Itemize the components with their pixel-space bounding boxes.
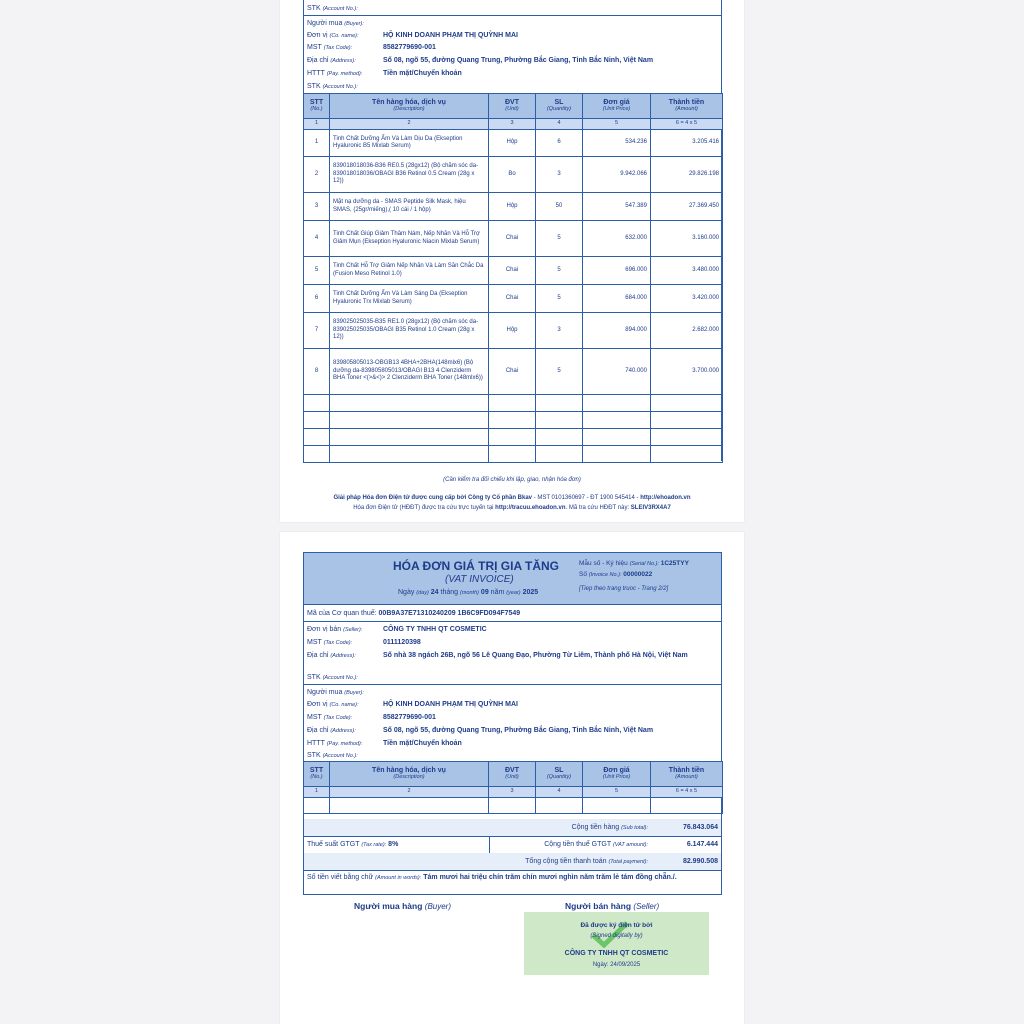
row-no: 4 — [304, 221, 330, 257]
seller-account-row: STK (Account No.): — [307, 5, 358, 12]
row-description: 839805805013-OBGB13 4BHA+2BHA(148mlx6) (Bộ dưỡng da-839805805013/OBAGI B13 4 Clenziderm BHA Toner <(>&<)> 2 Clenziderm BHA Toner (148mlx6)) — [330, 349, 489, 395]
items-table — [303, 93, 723, 463]
col-stt-2: STT (No.) — [304, 762, 330, 787]
digital-signature-box — [524, 912, 709, 975]
buyer-pay-label: HTTT (Pay. method): — [307, 70, 363, 77]
row-qty: 5 — [536, 285, 583, 313]
row-unit: Chai — [489, 221, 536, 257]
invoice-subtitle: (VAT INVOICE) — [445, 574, 514, 585]
lookup-link[interactable]: http://tracuu.ehoadon.vn — [495, 505, 566, 511]
column-number-row-2: 1 2 3 4 5 6 = 4 x 5 — [304, 787, 723, 798]
row-unit: Hộp — [489, 130, 536, 157]
signed-company: CÔNG TY TNHH QT COSMETIC — [564, 950, 669, 957]
seller-label: Đơn vị bán (Seller): — [307, 626, 363, 633]
signed-date: Ngày: 24/09/2025 — [592, 962, 641, 968]
buyer-account-row: STK (Account No.): — [307, 83, 358, 90]
row-no: 2 — [304, 157, 330, 193]
table-row-empty — [304, 412, 723, 429]
row-unit-price: 696.000 — [583, 257, 651, 285]
buyer-pay-method: Tiền mặt/Chuyển khoản — [383, 70, 462, 77]
col-price: Đơn giá (Unit Price) — [583, 94, 651, 119]
row-unit-price: 534.236 — [583, 130, 651, 157]
tax-row: Thuế suất GTGT (Tax rate): 8% Cộng tiền thuế GTGT (VAT amount): 6.147.444 — [304, 836, 721, 853]
invoice-header — [304, 553, 721, 604]
subtotal-value: 76.843.064 — [682, 824, 718, 831]
row-amount: 2.682.000 — [651, 313, 723, 349]
provider-link[interactable]: http://ehoadon.vn — [640, 495, 691, 501]
amount-in-words: Số tiền viết bằng chữ (Amount in words): Tám mươi hai triệu chín trăm chín mươi nghìn năm trăm lẻ tám đồng chẵn./. — [307, 874, 677, 881]
row-qty: 3 — [536, 313, 583, 349]
check-note: (Cần kiểm tra đối chiếu khi lập, giao, nhận hóa đơn) — [443, 477, 581, 483]
row-qty: 3 — [536, 157, 583, 193]
vat-value: 6.147.444 — [686, 841, 718, 848]
total-value: 82.990.508 — [682, 858, 718, 865]
table-row-empty — [304, 798, 723, 814]
signed-line: Đã được ký điện tử bởi — [580, 922, 653, 929]
buyer-name-label-2: Đơn vị (Co. name): — [307, 701, 359, 708]
row-unit: Bo — [489, 157, 536, 193]
row-amount: 3.480.000 — [651, 257, 723, 285]
buyer-tax-code-2: 8582779690-001 — [383, 714, 436, 721]
row-description: Tinh Chất Hỗ Trợ Giảm Nếp Nhăn Và Làm Săn Chắc Da (Fusion Meso Retinol 1.0) — [330, 257, 489, 285]
buyer-pay-label-2: HTTT (Pay. method): — [307, 740, 363, 747]
serial-row: Mẫu số - Ký hiệu (Serial No.): 1C25TYY — [579, 560, 689, 567]
invoice-frame-2 — [303, 552, 722, 895]
subtotal-row: Cộng tiền hàng (Sub total): 76.843.064 — [304, 819, 721, 836]
buyer-name-label: Đơn vị (Co. name): — [307, 32, 359, 39]
row-unit-price: 684.000 — [583, 285, 651, 313]
row-qty: 5 — [536, 257, 583, 285]
lookup-code: SLEIV3RX4A7 — [630, 505, 671, 511]
row-amount: 29.826.198 — [651, 157, 723, 193]
table-row — [304, 193, 723, 221]
seller-name: CÔNG TY TNHH QT COSMETIC — [383, 626, 487, 633]
row-unit-price: 9.942.066 — [583, 157, 651, 193]
row-qty: 50 — [536, 193, 583, 221]
buyer-address-2: Số 08, ngõ 55, đường Quang Trung, Phường Bắc Giang, Tỉnh Bắc Ninh, Việt Nam — [383, 727, 654, 734]
row-description: 839025025035-B35 RE1.0 (28gx12) (Bộ chăm sóc da-839025025035/OBAGI B35 Retinol 1.0 Cream (28g x 12)) — [330, 313, 489, 349]
row-unit: Hộp — [489, 313, 536, 349]
seller-account-row: STK (Account No.): — [307, 674, 358, 681]
buyer-heading-2: Người mua (Buyer): — [307, 689, 364, 696]
provider-line: Giải pháp Hóa đơn Điện tử được cung cấp bởi Công ty Cổ phần Bkav - MST 0101360697 - ĐT 1900 545414 - http://ehoadon.vn — [333, 495, 691, 501]
row-unit-price: 632.000 — [583, 221, 651, 257]
row-description: Tinh Chất Giúp Giảm Thâm Nám, Nếp Nhăn Và Hỗ Trợ Giảm Mụn (Ekseption Hyaluronic Niacin Mixlab Serum) — [330, 221, 489, 257]
table-row — [304, 257, 723, 285]
row-no: 7 — [304, 313, 330, 349]
col-unit-2: ĐVT (Unit) — [489, 762, 536, 787]
seller-address: Số nhà 38 ngách 26B, ngõ 56 Lê Quang Đạo, Phường Từ Liêm, Thành phố Hà Nội, Việt Nam — [383, 652, 688, 659]
col-qty: SL (Quantity) — [536, 94, 583, 119]
row-unit: Chai — [489, 285, 536, 313]
buyer-signature-label: Người mua hàng (Buyer) — [354, 901, 452, 911]
row-description: Tinh Chất Dưỡng Ẩm Và Làm Sáng Da (Ekseption Hyaluronic Trx Mixlab Serum) — [330, 285, 489, 313]
table-row-empty — [304, 395, 723, 412]
col-unit: ĐVT (Unit) — [489, 94, 536, 119]
invoice-number-row: Số (Invoice No.): 00000022 — [579, 571, 653, 578]
seller-address-label: Địa chỉ (Address): — [307, 652, 356, 659]
table-row — [304, 221, 723, 257]
items-table-2 — [303, 761, 723, 814]
table-row-empty — [304, 429, 723, 446]
row-description: Mặt nạ dưỡng da - SMAS Peptide Silk Mask, hiệu SMAS, (25gr/miếng),( 10 cái / 1 hộp) — [330, 193, 489, 221]
tax-authority-row: Mã của Cơ quan thuế: 00B9A37E71310240209 1B6C9FD094F7549 — [307, 610, 521, 617]
row-unit-price: 547.389 — [583, 193, 651, 221]
table-row — [304, 313, 723, 349]
col-amount-2: Thành tiền (Amount) — [651, 762, 723, 787]
row-qty: 5 — [536, 221, 583, 257]
buyer-name-2: HỘ KINH DOANH PHẠM THỊ QUỲNH MAI — [383, 701, 518, 708]
row-unit-price: 740.000 — [583, 349, 651, 395]
table-row — [304, 285, 723, 313]
seller-signature-label: Người bán hàng (Seller) — [565, 901, 660, 911]
seller-tax-label: MST (Tax Code): — [307, 639, 353, 646]
row-amount: 3.700.000 — [651, 349, 723, 395]
invoice-page-2 — [280, 532, 744, 1024]
buyer-address-label-2: Địa chỉ (Address): — [307, 727, 356, 734]
invoice-page-1 — [280, 0, 744, 522]
table-row — [304, 130, 723, 157]
row-amount: 3.205.416 — [651, 130, 723, 157]
seller-tax-code: 0111120398 — [383, 639, 421, 646]
buyer-address: Số 08, ngõ 55, đường Quang Trung, Phường Bắc Giang, Tỉnh Bắc Ninh, Việt Nam — [383, 57, 654, 64]
col-stt: STT (No.) — [304, 94, 330, 119]
row-no: 8 — [304, 349, 330, 395]
buyer-pay-method-2: Tiền mặt/Chuyển khoản — [383, 740, 462, 747]
row-no: 5 — [304, 257, 330, 285]
col-desc-2: Tên hàng hóa, dịch vụ (Description) — [330, 762, 489, 787]
row-qty: 5 — [536, 349, 583, 395]
buyer-account-row-2: STK (Account No.): — [307, 752, 358, 759]
tax-rate-value: 8% — [388, 841, 399, 848]
total-row: Tổng cộng tiền thanh toán (Total payment): 82.990.508 — [304, 853, 721, 870]
row-unit: Hộp — [489, 193, 536, 221]
row-amount: 3.160.000 — [651, 221, 723, 257]
table-row — [304, 157, 723, 193]
col-price-2: Đơn giá (Unit Price) — [583, 762, 651, 787]
buyer-tax-code: 8582779690-001 — [383, 44, 436, 51]
buyer-name: HỘ KINH DOANH PHẠM THỊ QUỲNH MAI — [383, 32, 518, 39]
row-no: 1 — [304, 130, 330, 157]
row-qty: 6 — [536, 130, 583, 157]
invoice-title: HÓA ĐƠN GIÁ TRỊ GIA TĂNG — [393, 559, 560, 573]
continued-note: [Tiep theo trang truoc - Trang 2/2] — [579, 586, 669, 592]
lookup-line: Hóa đơn Điện tử (HĐĐT) được tra cứu trực tuyến tại http://tracuu.ehoadon.vn. Mã tra cứu HĐĐT này: SLEIV3RX4A7 — [353, 505, 671, 511]
row-no: 3 — [304, 193, 330, 221]
row-amount: 27.369.450 — [651, 193, 723, 221]
buyer-tax-label: MST (Tax Code): — [307, 44, 353, 51]
row-description: 839018018036-B36 RE0.5 (28gx12) (Bộ chăm sóc da-839018018036/OBAGI B36 Retinol 0.5 Cream (28g x 12)) — [330, 157, 489, 193]
buyer-heading: Người mua (Buyer): — [307, 20, 364, 27]
row-unit: Chai — [489, 257, 536, 285]
row-unit-price: 894.000 — [583, 313, 651, 349]
row-description: Tinh Chất Dưỡng Ẩm Và Làm Dịu Da (Ekseption Hyaluronic B5 Mixlab Serum) — [330, 130, 489, 157]
col-desc: Tên hàng hóa, dịch vụ (Description) — [330, 94, 489, 119]
row-unit: Chai — [489, 349, 536, 395]
col-amount: Thành tiền (Amount) — [651, 94, 723, 119]
table-row — [304, 349, 723, 395]
signed-en: (Signed digitally by) — [590, 933, 643, 939]
column-number-row: 1 2 3 4 5 6 = 4 x 5 — [304, 119, 723, 130]
buyer-tax-label-2: MST (Tax Code): — [307, 714, 353, 721]
row-no: 6 — [304, 285, 330, 313]
invoice-date: Ngày (day) 24 tháng (month) 09 năm (year) 2025 — [398, 589, 539, 596]
table-row-empty — [304, 446, 723, 463]
col-qty-2: SL (Quantity) — [536, 762, 583, 787]
row-amount: 3.420.000 — [651, 285, 723, 313]
buyer-address-label: Địa chỉ (Address): — [307, 57, 356, 64]
invoice-frame-1 — [303, 0, 722, 461]
